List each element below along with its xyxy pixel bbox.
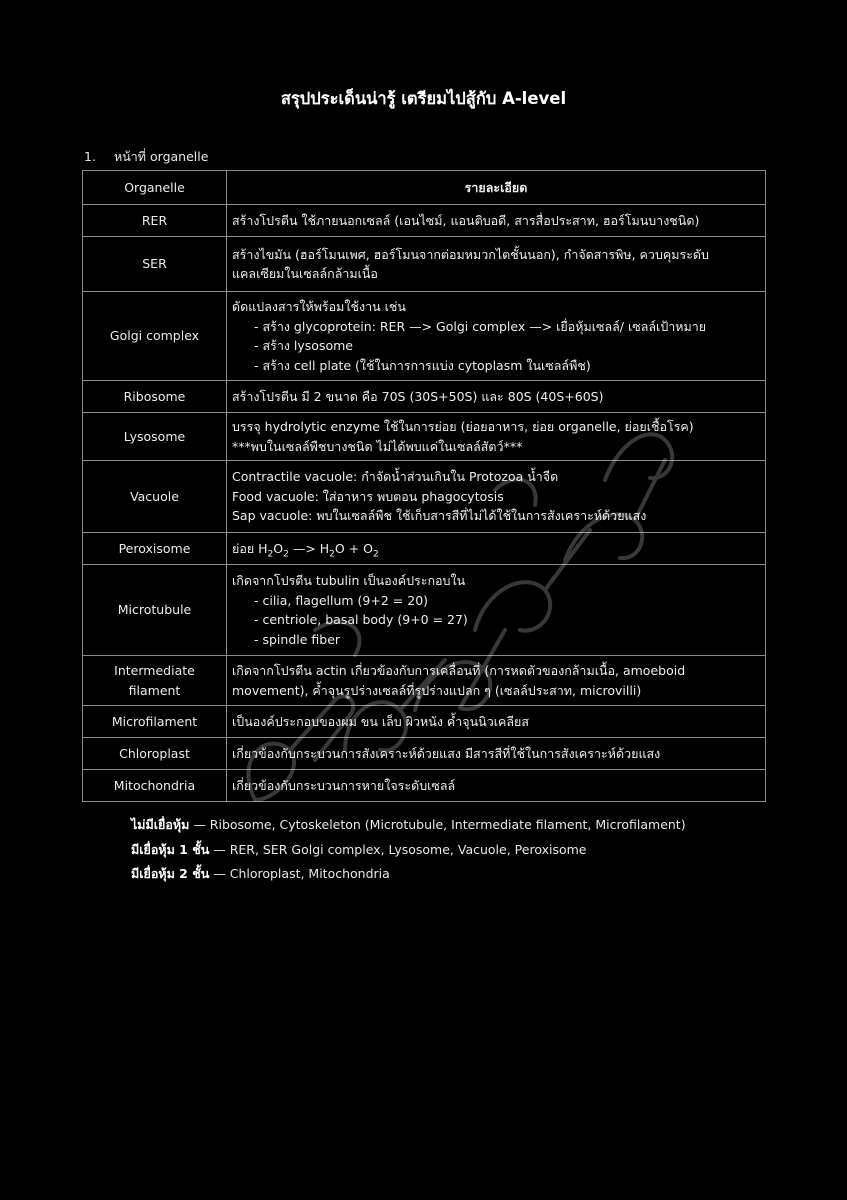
note-label: มีเยื่อหุ้ม 2 ชั้น bbox=[131, 866, 210, 881]
organelle-name: Vacuole bbox=[83, 461, 227, 533]
detail-line: เกิดจากโปรตีน tubulin เป็นองค์ประกอบใน bbox=[232, 573, 466, 588]
detail-subitem: - สร้าง lysosome bbox=[254, 338, 353, 353]
organelle-name: Mitochondria bbox=[83, 770, 227, 802]
organelle-name: Lysosome bbox=[83, 413, 227, 461]
peroxisome-formula: ย่อย $H_2O_2$ —> $H_2O + O_2$ bbox=[232, 540, 379, 560]
organelle-detail bbox=[227, 533, 766, 565]
table-row bbox=[83, 770, 766, 802]
organelle-name: SER bbox=[83, 237, 227, 292]
organelle-name: Microfilament bbox=[83, 706, 227, 738]
membrane-notes bbox=[131, 813, 686, 887]
header-organelle: Organelle bbox=[83, 171, 227, 205]
organelle-detail bbox=[227, 656, 766, 706]
page-title: สรุปประเด็นน่ารู้ เตรียมไปสู้กับ A-level bbox=[280, 89, 567, 108]
detail-line: Food vacuole: ใส่อาหาร พบตอน phagocytosis bbox=[232, 488, 504, 504]
table-row bbox=[83, 381, 766, 413]
note-line bbox=[131, 862, 686, 887]
detail-subitem: - centriole, basal body (9+0 = 27) bbox=[254, 612, 468, 627]
table-row bbox=[83, 533, 766, 565]
header-detail: รายละเอียด bbox=[227, 171, 766, 205]
organelle-name: RER bbox=[83, 205, 227, 237]
detail-line: ***พบในเซลล์พืชบางชนิด ไม่ได้พบแค่ในเซลล์สัตว์*** bbox=[232, 438, 523, 454]
detail-subitem: - cilia, flagellum (9+2 = 20) bbox=[254, 592, 429, 608]
detail-subitem: - สร้าง cell plate (ใช้ในการการแบ่ง cytoplasm ในเซลล์พืช) bbox=[254, 357, 591, 373]
organelle-detail bbox=[227, 205, 766, 237]
detail-subitem: - spindle fiber bbox=[254, 631, 341, 647]
organelle-detail bbox=[227, 565, 766, 656]
organelle-detail bbox=[227, 237, 766, 292]
organelle-detail bbox=[227, 770, 766, 802]
table-row bbox=[83, 292, 766, 381]
detail-line: เป็นองค์ประกอบของผม ขน เล็บ ผิวหนัง ค้ำจุนนิวเคลียส bbox=[232, 713, 529, 729]
detail-line: สร้างไขมัน (ฮอร์โมนเพศ, ฮอร์โมนจากต่อมหมวกไตชั้นนอก), กำจัดสารพิษ, ควบคุมระดับแคลเซียมในเซลล์กล้ามเนื้อ bbox=[232, 246, 709, 281]
note-text: — RER, SER Golgi complex, Lysosome, Vacuole, Peroxisome bbox=[209, 841, 587, 857]
table-row bbox=[83, 738, 766, 770]
detail-line: สร้างโปรตีน ใช้ภายนอกเซลล์ (เอนไซม์, แอนติบอดี, สารสื่อประสาท, ฮอร์โมนบางชนิด) bbox=[232, 212, 700, 228]
note-label: ไม่มีเยื่อหุ้ม bbox=[131, 817, 190, 832]
organelle-detail bbox=[227, 461, 766, 533]
detail-line: เกี่ยวข้องกับกระบวนการสังเคราะห์ด้วยแสง มีสารสีที่ใช้ในการสังเคราะห์ด้วยแสง bbox=[232, 745, 661, 761]
organelle-table bbox=[82, 170, 766, 802]
table-row bbox=[83, 656, 766, 706]
section-heading bbox=[84, 147, 208, 167]
organelle-name: Peroxisome bbox=[83, 533, 227, 565]
organelle-detail bbox=[227, 738, 766, 770]
table-header-row bbox=[83, 171, 766, 205]
table-row bbox=[83, 461, 766, 533]
detail-line: Contractile vacuole: กำจัดน้ำส่วนเกินใน Protozoa น้ำจืด bbox=[232, 469, 559, 485]
organelle-detail bbox=[227, 381, 766, 413]
note-line bbox=[131, 813, 686, 838]
table-row bbox=[83, 413, 766, 461]
note-text: — Ribosome, Cytoskeleton (Microtubule, Intermediate filament, Microfilament) bbox=[189, 817, 686, 832]
detail-line: เกิดจากโปรตีน actin เกี่ยวข้องกับการเคลื่อนที่ (การหดตัวของกล้ามเนื้อ, amoeboid movement), ค้ำจุนรูปร่างเซลล์ที่รูปร่างแปลก ๆ (เซลล์ประสาท, microvilli) bbox=[232, 663, 686, 698]
organelle-name: Golgi complex bbox=[83, 292, 227, 381]
detail-subitem: - สร้าง glycoprotein: RER —> Golgi complex —> เยื่อหุ้มเซลล์/ เซลล์เป้าหมาย bbox=[254, 318, 707, 334]
detail-line: สร้างโปรตีน มี 2 ขนาด คือ 70S (30S+50S) และ 80S (40S+60S) bbox=[232, 388, 604, 404]
note-line bbox=[131, 838, 686, 863]
detail-line: เกี่ยวข้องกับกระบวนการหายใจระดับเซลล์ bbox=[232, 777, 456, 793]
detail-line: บรรจุ hydrolytic enzyme ใช้ในการย่อย (ย่อยอาหาร, ย่อย organelle, ย่อยเชื้อโรค) bbox=[232, 419, 694, 434]
table-row bbox=[83, 205, 766, 237]
section-label: หน้าที่ organelle bbox=[114, 149, 209, 164]
detail-line: Sap vacuole: พบในเซลล์พืช ใช้เก็บสารสีที่ไม่ได้ใช้ในการสังเคราะห์ด้วยแสง bbox=[232, 508, 647, 524]
organelle-name: Intermediate filament bbox=[83, 656, 227, 706]
table-row bbox=[83, 706, 766, 738]
detail-line: ดัดแปลงสารให้พร้อมใช้งาน เช่น bbox=[232, 299, 406, 314]
section-number: 1. bbox=[84, 149, 96, 164]
organelle-name: Ribosome bbox=[83, 381, 227, 413]
organelle-detail bbox=[227, 292, 766, 381]
table-row bbox=[83, 237, 766, 292]
table-row bbox=[83, 565, 766, 656]
organelle-name: Chloroplast bbox=[83, 738, 227, 770]
organelle-name: Microtubule bbox=[83, 565, 227, 656]
organelle-detail bbox=[227, 413, 766, 461]
note-text: — Chloroplast, Mitochondria bbox=[209, 866, 390, 881]
organelle-detail bbox=[227, 706, 766, 738]
note-label: มีเยื่อหุ้ม 1 ชั้น bbox=[131, 841, 210, 857]
